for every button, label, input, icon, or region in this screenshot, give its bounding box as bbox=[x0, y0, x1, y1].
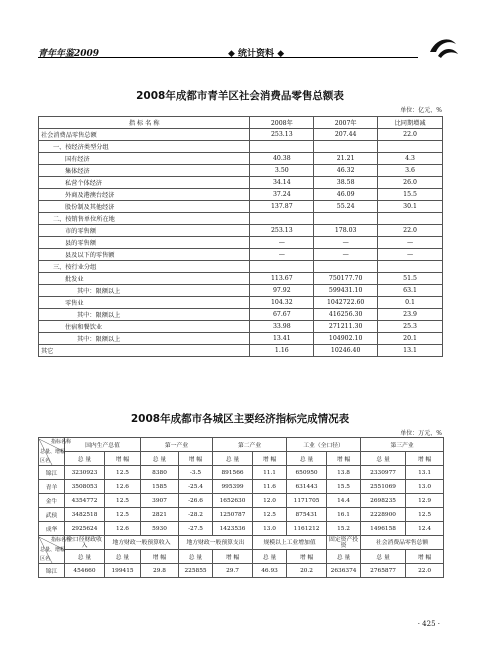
table-row bbox=[39, 213, 443, 225]
cell-value: 3482518 bbox=[65, 508, 105, 522]
cell-value: 13.1 bbox=[406, 466, 444, 480]
sub-header: 增 幅 bbox=[406, 550, 444, 564]
cell-value: 1585 bbox=[141, 480, 179, 494]
cell-value: 2821 bbox=[141, 508, 179, 522]
group-header: 第三产业 bbox=[361, 438, 444, 452]
group-header: 第二产业 bbox=[213, 438, 287, 452]
cell-value bbox=[250, 141, 314, 153]
diag-label-indicator: 指标名称 bbox=[51, 536, 72, 543]
cell-value: 750177.70 bbox=[314, 273, 378, 285]
table2-unit: 单位：万元、% bbox=[400, 430, 442, 437]
cell-value: 12.5 bbox=[105, 508, 141, 522]
cell-value: 225855 bbox=[179, 564, 213, 578]
diag-label-measure: 总量、增幅 bbox=[40, 448, 66, 455]
cell-value: 12.5 bbox=[253, 508, 287, 522]
diagonal-header bbox=[39, 536, 72, 563]
logo-icon bbox=[426, 34, 460, 60]
cell-value: 2925624 bbox=[65, 522, 105, 536]
cell-value: 2765877 bbox=[361, 564, 406, 578]
cell-value: 2330977 bbox=[361, 466, 406, 480]
sub-header: 总 量 bbox=[65, 452, 105, 466]
row-label: 一、按经济类型分组 bbox=[39, 141, 250, 153]
table-row bbox=[39, 297, 443, 309]
district-name: 青羊 bbox=[39, 480, 65, 494]
table-row bbox=[39, 261, 443, 273]
cell-value bbox=[314, 213, 378, 225]
row-label: 批发业 bbox=[39, 273, 250, 285]
sub-header-row bbox=[39, 550, 444, 564]
cell-value: 1042722.60 bbox=[314, 297, 378, 309]
cell-value: 13.8 bbox=[327, 466, 361, 480]
diag-label-indicator: 指标名称 bbox=[51, 438, 72, 445]
cell-value: 63.1 bbox=[378, 285, 443, 297]
cell-value: 1652630 bbox=[213, 494, 253, 508]
cell-value: 97.92 bbox=[250, 285, 314, 297]
group-header: 国内生产总值 bbox=[65, 438, 141, 452]
cell-value: 13.0 bbox=[406, 480, 444, 494]
cell-value: 13.41 bbox=[250, 333, 314, 345]
cell-value: -26.6 bbox=[179, 494, 213, 508]
sub-header: 总 量 bbox=[361, 452, 406, 466]
column-header: 比同期增减 bbox=[378, 117, 443, 129]
cell-value: 10246.40 bbox=[314, 345, 378, 357]
sub-header: 增 幅 bbox=[327, 452, 361, 466]
cell-value: 67.67 bbox=[250, 309, 314, 321]
cell-value: 22.0 bbox=[406, 564, 444, 578]
cell-value: 1.16 bbox=[250, 345, 314, 357]
district-name: 成华 bbox=[39, 522, 65, 536]
group-header: 地方财政一般预算收入 bbox=[105, 536, 179, 550]
book-title: 青年年鉴2009 bbox=[38, 49, 100, 59]
cell-value: 26.0 bbox=[378, 177, 443, 189]
cell-value: 2698235 bbox=[361, 494, 406, 508]
row-label: 外商及港澳台经济 bbox=[39, 189, 250, 201]
sub-header: 增 幅 bbox=[213, 550, 253, 564]
cell-value: 650950 bbox=[287, 466, 327, 480]
cell-value: 11.1 bbox=[253, 466, 287, 480]
cell-value: 15.2 bbox=[327, 522, 361, 536]
column-header: 指 标 名 称 bbox=[39, 117, 250, 129]
cell-value: 875431 bbox=[287, 508, 327, 522]
table-header-row bbox=[39, 117, 443, 129]
diag-label-measure: 总量、增幅 bbox=[40, 546, 66, 553]
table-row bbox=[39, 249, 443, 261]
cell-value: 46.93 bbox=[253, 564, 287, 578]
column-header: 2007年 bbox=[314, 117, 378, 129]
cell-value: 199415 bbox=[105, 564, 141, 578]
row-label: 国有经济 bbox=[39, 153, 250, 165]
header-rule bbox=[38, 57, 418, 58]
sub-header: 总 量 bbox=[327, 550, 361, 564]
group-header: 地方财政一般预算支出 bbox=[179, 536, 253, 550]
cell-value: 22.0 bbox=[378, 225, 443, 237]
table1-unit: 单位：亿元、% bbox=[400, 107, 442, 114]
table-row bbox=[39, 165, 443, 177]
group-header: 规模以上工业增加值 bbox=[253, 536, 327, 550]
cell-value: 12.4 bbox=[406, 522, 444, 536]
cell-value: 37.24 bbox=[250, 189, 314, 201]
retail-sales-table bbox=[38, 116, 443, 357]
cell-value: 1423536 bbox=[213, 522, 253, 536]
cell-value: 104.32 bbox=[250, 297, 314, 309]
cell-value: 5930 bbox=[141, 522, 179, 536]
cell-value bbox=[378, 261, 443, 273]
group-header: 全口径财政收入 bbox=[65, 536, 105, 550]
group-header-row bbox=[39, 438, 444, 452]
cell-value: 40.38 bbox=[250, 153, 314, 165]
cell-value: 29.7 bbox=[213, 564, 253, 578]
cell-value: 1250787 bbox=[213, 508, 253, 522]
row-label: 社会消费品零售总额 bbox=[39, 129, 250, 141]
table-row bbox=[39, 153, 443, 165]
cell-value: 14.4 bbox=[327, 494, 361, 508]
cell-value: 12.6 bbox=[105, 522, 141, 536]
sub-header-row bbox=[39, 452, 444, 466]
cell-value: 12.5 bbox=[406, 508, 444, 522]
group-header: 第一产业 bbox=[141, 438, 213, 452]
cell-value: 416256.30 bbox=[314, 309, 378, 321]
sub-header: 增 幅 bbox=[253, 452, 287, 466]
cell-value: 1161212 bbox=[287, 522, 327, 536]
sub-header: 增 幅 bbox=[287, 550, 327, 564]
sub-header: 总 量 bbox=[253, 550, 287, 564]
table-row bbox=[39, 480, 444, 494]
cell-value bbox=[250, 213, 314, 225]
cell-value: 23.9 bbox=[378, 309, 443, 321]
cell-value: 253.13 bbox=[250, 225, 314, 237]
sub-header: 增 幅 bbox=[406, 452, 444, 466]
row-label: 其中：限额以上 bbox=[39, 285, 250, 297]
table-row bbox=[39, 177, 443, 189]
table-row bbox=[39, 285, 443, 297]
cell-value: — bbox=[250, 249, 314, 261]
cell-value: — bbox=[314, 249, 378, 261]
cell-value: 2636374 bbox=[327, 564, 361, 578]
cell-value: 631443 bbox=[287, 480, 327, 494]
row-label: 其中：限额以上 bbox=[39, 333, 250, 345]
district-name: 金牛 bbox=[39, 494, 65, 508]
cell-value: 29.8 bbox=[141, 564, 179, 578]
column-header: 2008年 bbox=[250, 117, 314, 129]
cell-value: 12.5 bbox=[105, 466, 141, 480]
table-row bbox=[39, 201, 443, 213]
sub-header: 总 量 bbox=[105, 550, 141, 564]
cell-value bbox=[378, 141, 443, 153]
sub-header: 增 幅 bbox=[179, 452, 213, 466]
table-row bbox=[39, 141, 443, 153]
cell-value: 178.03 bbox=[314, 225, 378, 237]
cell-value bbox=[314, 261, 378, 273]
district-name: 锦江 bbox=[39, 466, 65, 480]
table-row bbox=[39, 225, 443, 237]
table-row bbox=[39, 522, 444, 536]
sub-header: 增 幅 bbox=[105, 452, 141, 466]
cell-value: -25.4 bbox=[179, 480, 213, 494]
table-row bbox=[39, 309, 443, 321]
cell-value: 33.98 bbox=[250, 321, 314, 333]
cell-value: 1171705 bbox=[287, 494, 327, 508]
cell-value: 3508053 bbox=[65, 480, 105, 494]
cell-value: — bbox=[378, 249, 443, 261]
cell-value: 20.1 bbox=[378, 333, 443, 345]
table-row bbox=[39, 273, 443, 285]
cell-value: 21.21 bbox=[314, 153, 378, 165]
cell-value: 46.32 bbox=[314, 165, 378, 177]
cell-value: 13.1 bbox=[378, 345, 443, 357]
diagonal-header bbox=[39, 438, 72, 465]
cell-value: 25.3 bbox=[378, 321, 443, 333]
row-label: 零售业 bbox=[39, 297, 250, 309]
cell-value: 55.24 bbox=[314, 201, 378, 213]
cell-value: 8380 bbox=[141, 466, 179, 480]
sub-header: 总 量 bbox=[141, 452, 179, 466]
row-label: 集体经济 bbox=[39, 165, 250, 177]
cell-value: -3.5 bbox=[179, 466, 213, 480]
cell-value: 207.44 bbox=[314, 129, 378, 141]
cell-value: 253.13 bbox=[250, 129, 314, 141]
table2-title: 2008年成都市各城区主要经济指标完成情况表 bbox=[130, 413, 350, 425]
district-name: 武侯 bbox=[39, 508, 65, 522]
cell-value: 995399 bbox=[213, 480, 253, 494]
cell-value: 0.1 bbox=[378, 297, 443, 309]
cell-value: 3907 bbox=[141, 494, 179, 508]
table-row bbox=[39, 189, 443, 201]
row-label: 市的零售额 bbox=[39, 225, 250, 237]
sub-header: 总 量 bbox=[65, 550, 105, 564]
cell-value: 2228900 bbox=[361, 508, 406, 522]
cell-value: 1496158 bbox=[361, 522, 406, 536]
cell-value: 15.5 bbox=[378, 189, 443, 201]
cell-value: — bbox=[378, 237, 443, 249]
cell-value: -27.5 bbox=[179, 522, 213, 536]
row-label: 私营个体经济 bbox=[39, 177, 250, 189]
table1-title: 2008年成都市青羊区社会消费品零售总额表 bbox=[136, 90, 344, 102]
table-row bbox=[39, 564, 444, 578]
row-label: 二、按销售单位所在地 bbox=[39, 213, 250, 225]
cell-value: 3.50 bbox=[250, 165, 314, 177]
table-row bbox=[39, 333, 443, 345]
cell-value: 16.1 bbox=[327, 508, 361, 522]
row-label: 县的零售额 bbox=[39, 237, 250, 249]
row-label: 住宿和餐饮业 bbox=[39, 321, 250, 333]
cell-value bbox=[378, 213, 443, 225]
table-row bbox=[39, 494, 444, 508]
cell-value: 4354772 bbox=[65, 494, 105, 508]
table-row bbox=[39, 129, 443, 141]
cell-value: 2551069 bbox=[361, 480, 406, 494]
cell-value: 4.3 bbox=[378, 153, 443, 165]
sub-header: 总 量 bbox=[213, 452, 253, 466]
table-row bbox=[39, 237, 443, 249]
table-row bbox=[39, 466, 444, 480]
cell-value: 13.0 bbox=[253, 522, 287, 536]
diag-label-district: 区名 bbox=[40, 555, 51, 562]
cell-value: -28.2 bbox=[179, 508, 213, 522]
cell-value: 104902.10 bbox=[314, 333, 378, 345]
row-label: 其它 bbox=[39, 345, 250, 357]
cell-value: 12.5 bbox=[105, 494, 141, 508]
table-row bbox=[39, 345, 443, 357]
cell-value: 11.6 bbox=[253, 480, 287, 494]
cell-value bbox=[314, 141, 378, 153]
district-indicators-table bbox=[38, 437, 444, 578]
cell-value: 12.6 bbox=[105, 480, 141, 494]
cell-value: — bbox=[250, 237, 314, 249]
row-label: 三、按行业分组 bbox=[39, 261, 250, 273]
cell-value: 34.14 bbox=[250, 177, 314, 189]
row-label: 其中：限额以上 bbox=[39, 309, 250, 321]
cell-value bbox=[250, 261, 314, 273]
cell-value: 46.09 bbox=[314, 189, 378, 201]
cell-value: 599431.10 bbox=[314, 285, 378, 297]
cell-value: 38.58 bbox=[314, 177, 378, 189]
cell-value: 12.0 bbox=[253, 494, 287, 508]
cell-value: 113.67 bbox=[250, 273, 314, 285]
diagonal-header-cell bbox=[39, 536, 72, 564]
sub-header: 总 量 bbox=[361, 550, 406, 564]
group-header: 社会消费品零售总额 bbox=[361, 536, 444, 550]
cell-value: 454660 bbox=[65, 564, 105, 578]
sub-header: 增 幅 bbox=[141, 550, 179, 564]
diagonal-header-cell bbox=[39, 438, 72, 466]
cell-value: 15.5 bbox=[327, 480, 361, 494]
group-header: 工业（全口径） bbox=[287, 438, 361, 452]
cell-value: 30.1 bbox=[378, 201, 443, 213]
cell-value: 12.9 bbox=[406, 494, 444, 508]
cell-value: — bbox=[314, 237, 378, 249]
cell-value: 137.87 bbox=[250, 201, 314, 213]
group-header-row bbox=[39, 536, 444, 550]
sub-header: 总 量 bbox=[287, 452, 327, 466]
row-label: 股份制及其他经济 bbox=[39, 201, 250, 213]
group-header: 固定资产投资 bbox=[327, 536, 361, 550]
cell-value: 891566 bbox=[213, 466, 253, 480]
table-row bbox=[39, 321, 443, 333]
page-number: · 425 · bbox=[417, 620, 440, 628]
district-name: 锦江 bbox=[39, 564, 65, 578]
cell-value: 3230923 bbox=[65, 466, 105, 480]
row-label: 县及以下的零售额 bbox=[39, 249, 250, 261]
cell-value: 271211.30 bbox=[314, 321, 378, 333]
sub-header: 总 量 bbox=[179, 550, 213, 564]
cell-value: 20.2 bbox=[287, 564, 327, 578]
cell-value: 51.5 bbox=[378, 273, 443, 285]
cell-value: 22.0 bbox=[378, 129, 443, 141]
table-row bbox=[39, 508, 444, 522]
section-title: ◆ 统计资料 ◆ bbox=[228, 49, 285, 59]
diag-label-district: 区名 bbox=[40, 457, 51, 464]
cell-value: 3.6 bbox=[378, 165, 443, 177]
